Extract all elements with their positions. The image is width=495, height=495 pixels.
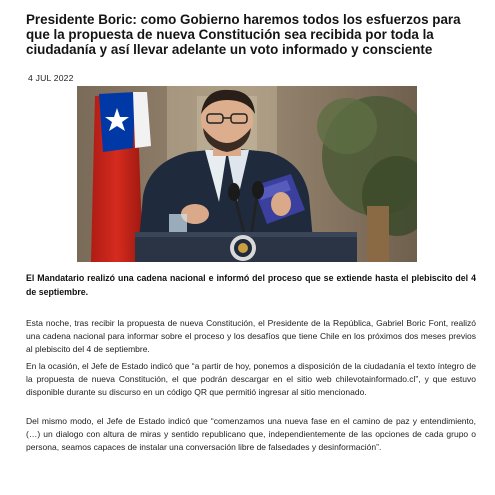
article-photo	[77, 86, 417, 262]
article-date: 4 JUL 2022	[28, 73, 74, 83]
article-headline: Presidente Boric: como Gobierno haremos todos los esfuerzos para que la propuesta de nueva Constitución sea recibida por toda la ciudadanía y así llevar adelante un voto informado y consciente	[26, 12, 461, 57]
article-lead: El Mandatario realizó una cadena nacional e informó del proceso que se extiende hasta el plebiscito del 4 de septiembre.	[26, 273, 476, 297]
article-paragraph: Del mismo modo, el Jefe de Estado indicó que “comenzamos una nueva fase en el camino de paz y entendimiento, (…) un dialogo con altura de miras y sentido republicano que, independientemente de las opciones de cada grupo o persona, seamos capaces de instalar una conversación libre de falsedades y desinformación”.	[26, 416, 476, 452]
article-paragraph: Esta noche, tras recibir la propuesta de nueva Constitución, el Presidente de la República, Gabriel Boric Font, realizó una cadena nacional para informar sobre el proceso y los desafíos que tiene Chile en los próximos dos meses previos al plebiscito del 4 de septiembre.	[26, 318, 476, 354]
president-photo	[77, 86, 417, 262]
article-paragraph: En la ocasión, el Jefe de Estado indicó que “a partir de hoy, ponemos a disposición de la ciudadanía el texto íntegro de la propuesta de nueva Constitución, el que podrán descargar en el sitio web chilevotainformado.cl”, y que estuvo disponible durante su discurso en un código QR que permitió ingresar al sitio mencionado.	[26, 361, 476, 397]
podium	[135, 232, 357, 262]
